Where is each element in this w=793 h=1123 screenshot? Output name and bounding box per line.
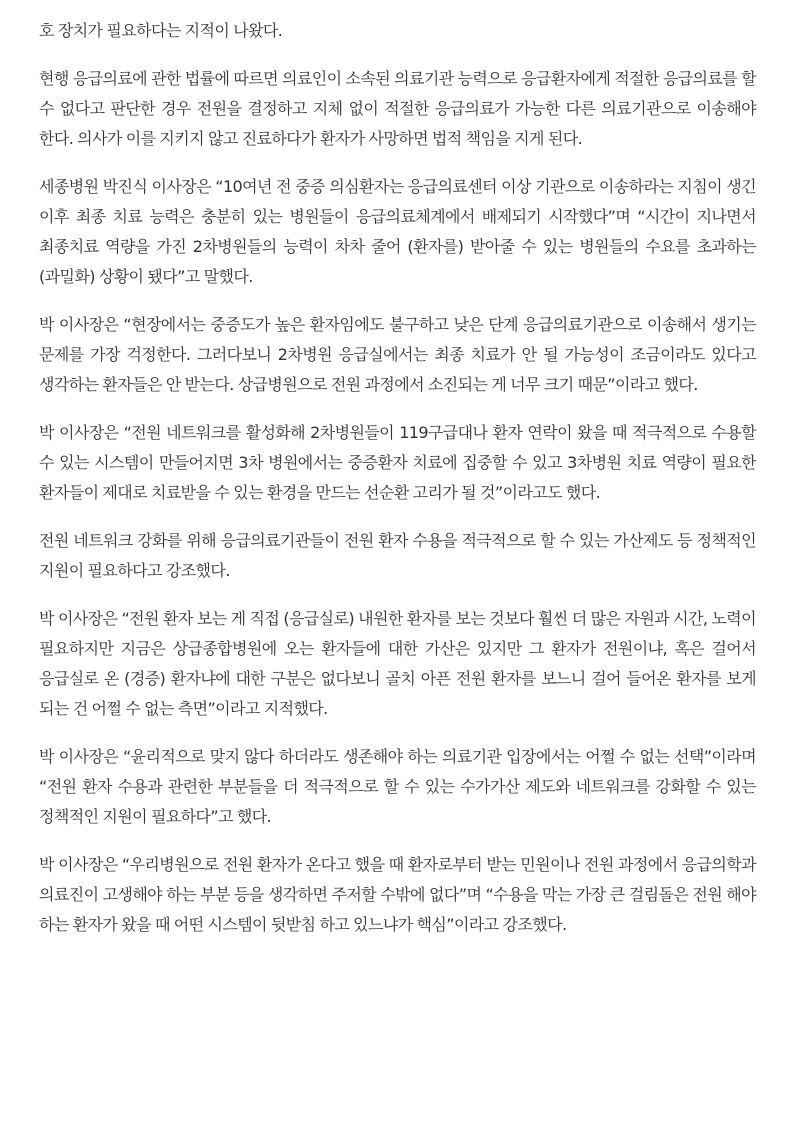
article-paragraph: 전원 네트워크 강화를 위해 응급의료기관들이 전원 환자 수용을 적극적으로 할 수 있는 가산제도 등 정책적인 지원이 필요하다고 강조했다. (39, 531, 756, 580)
article-paragraph: 박 이사장은 “현장에서는 중증도가 높은 환자임에도 불구하고 낮은 단계 응급의료기관으로 이송해서 생기는 문제를 가장 걱정한다. 그러다보니 2차병원 응급실에서는 최종 치료가 안 될 가능성이 조금이라도 있다고 생각하는 환자들은 안 받는다. 상급병원으로 전원 과정에서 소진되는 게 너무 크기 때문”이라고 했다. (39, 315, 756, 394)
article-paragraph: 박 이사장은 “윤리적으로 맞지 않다 하더라도 생존해야 하는 의료기관 입장에서는 어쩔 수 없는 선택”이라며 “전원 환자 수용과 관련한 부분들을 더 적극적으로 할 수 있는 수가가산 제도와 네트워크를 강화할 수 있는 정책적인 지원이 필요하다”고 했다. (39, 747, 756, 826)
article-paragraph: 박 이사장은 “전원 환자 보는 게 직접 (응급실로) 내원한 환자를 보는 것보다 훨씬 더 많은 자원과 시간, 노력이 필요하지만 지금은 상급종합병원에 오는 환자들에 대한 가산은 있지만 그 환자가 전원이냐, 혹은 걸어서 응급실로 온 (경증) 환자냐에 대한 구분은 없다보니 골치 아픈 전원 환자를 보느니 걸어 들어온 환자를 보게 되는 건 어쩔 수 없는 측면”이라고 지적했다. (39, 609, 756, 718)
article-paragraph: 세종병원 박진식 이사장은 “10여년 전 중증 의심환자는 응급의료센터 이상 기관으로 이송하라는 지침이 생긴 이후 최종 치료 능력은 충분히 있는 병원들이 응급의료체계에서 배제되기 시작했다”며 “시간이 지나면서 최종치료 역량을 가진 2차병원들의 능력이 차차 줄어 (환자를) 받아줄 수 있는 병원들의 수요를 초과하는 (과밀화) 상황이 됐다”고 말했다. (39, 177, 756, 286)
article-paragraph: 박 이사장은 “우리병원으로 전원 환자가 온다고 했을 때 환자로부터 받는 민원이나 전원 과정에서 응급의학과 의료진이 고생해야 하는 부분 등을 생각하면 주저할 수밖에 없다”며 “수용을 막는 가장 큰 걸림돌은 전원 해야 하는 환자가 왔을 때 어떤 시스템이 뒷받침 하고 있느냐가 핵심”이라고 강조했다. (39, 855, 756, 934)
article-paragraph: 호 장치가 필요하다는 지적이 나왔다. (39, 21, 283, 40)
article-paragraph: 현행 응급의료에 관한 법률에 따르면 의료인이 소속된 의료기관 능력으로 응급환자에게 적절한 응급의료를 할 수 없다고 판단한 경우 전원을 결정하고 지체 없이 적절한 응급의료가 가능한 다른 의료기관으로 이송해야 한다. 의사가 이를 지키지 않고 진료하다가 환자가 사망하면 법적 책임을 지게 된다. (39, 69, 756, 148)
article-paragraph: 박 이사장은 “전원 네트워크를 활성화해 2차병원들이 119구급대나 환자 연락이 왔을 때 적극적으로 수용할 수 있는 시스템이 만들어지면 3차 병원에서는 중증환자 치료에 집중할 수 있고 3차병원 치료 역량이 필요한 환자들이 제대로 치료받을 수 있는 환경을 만드는 선순환 고리가 될 것”이라고도 했다. (39, 423, 756, 502)
